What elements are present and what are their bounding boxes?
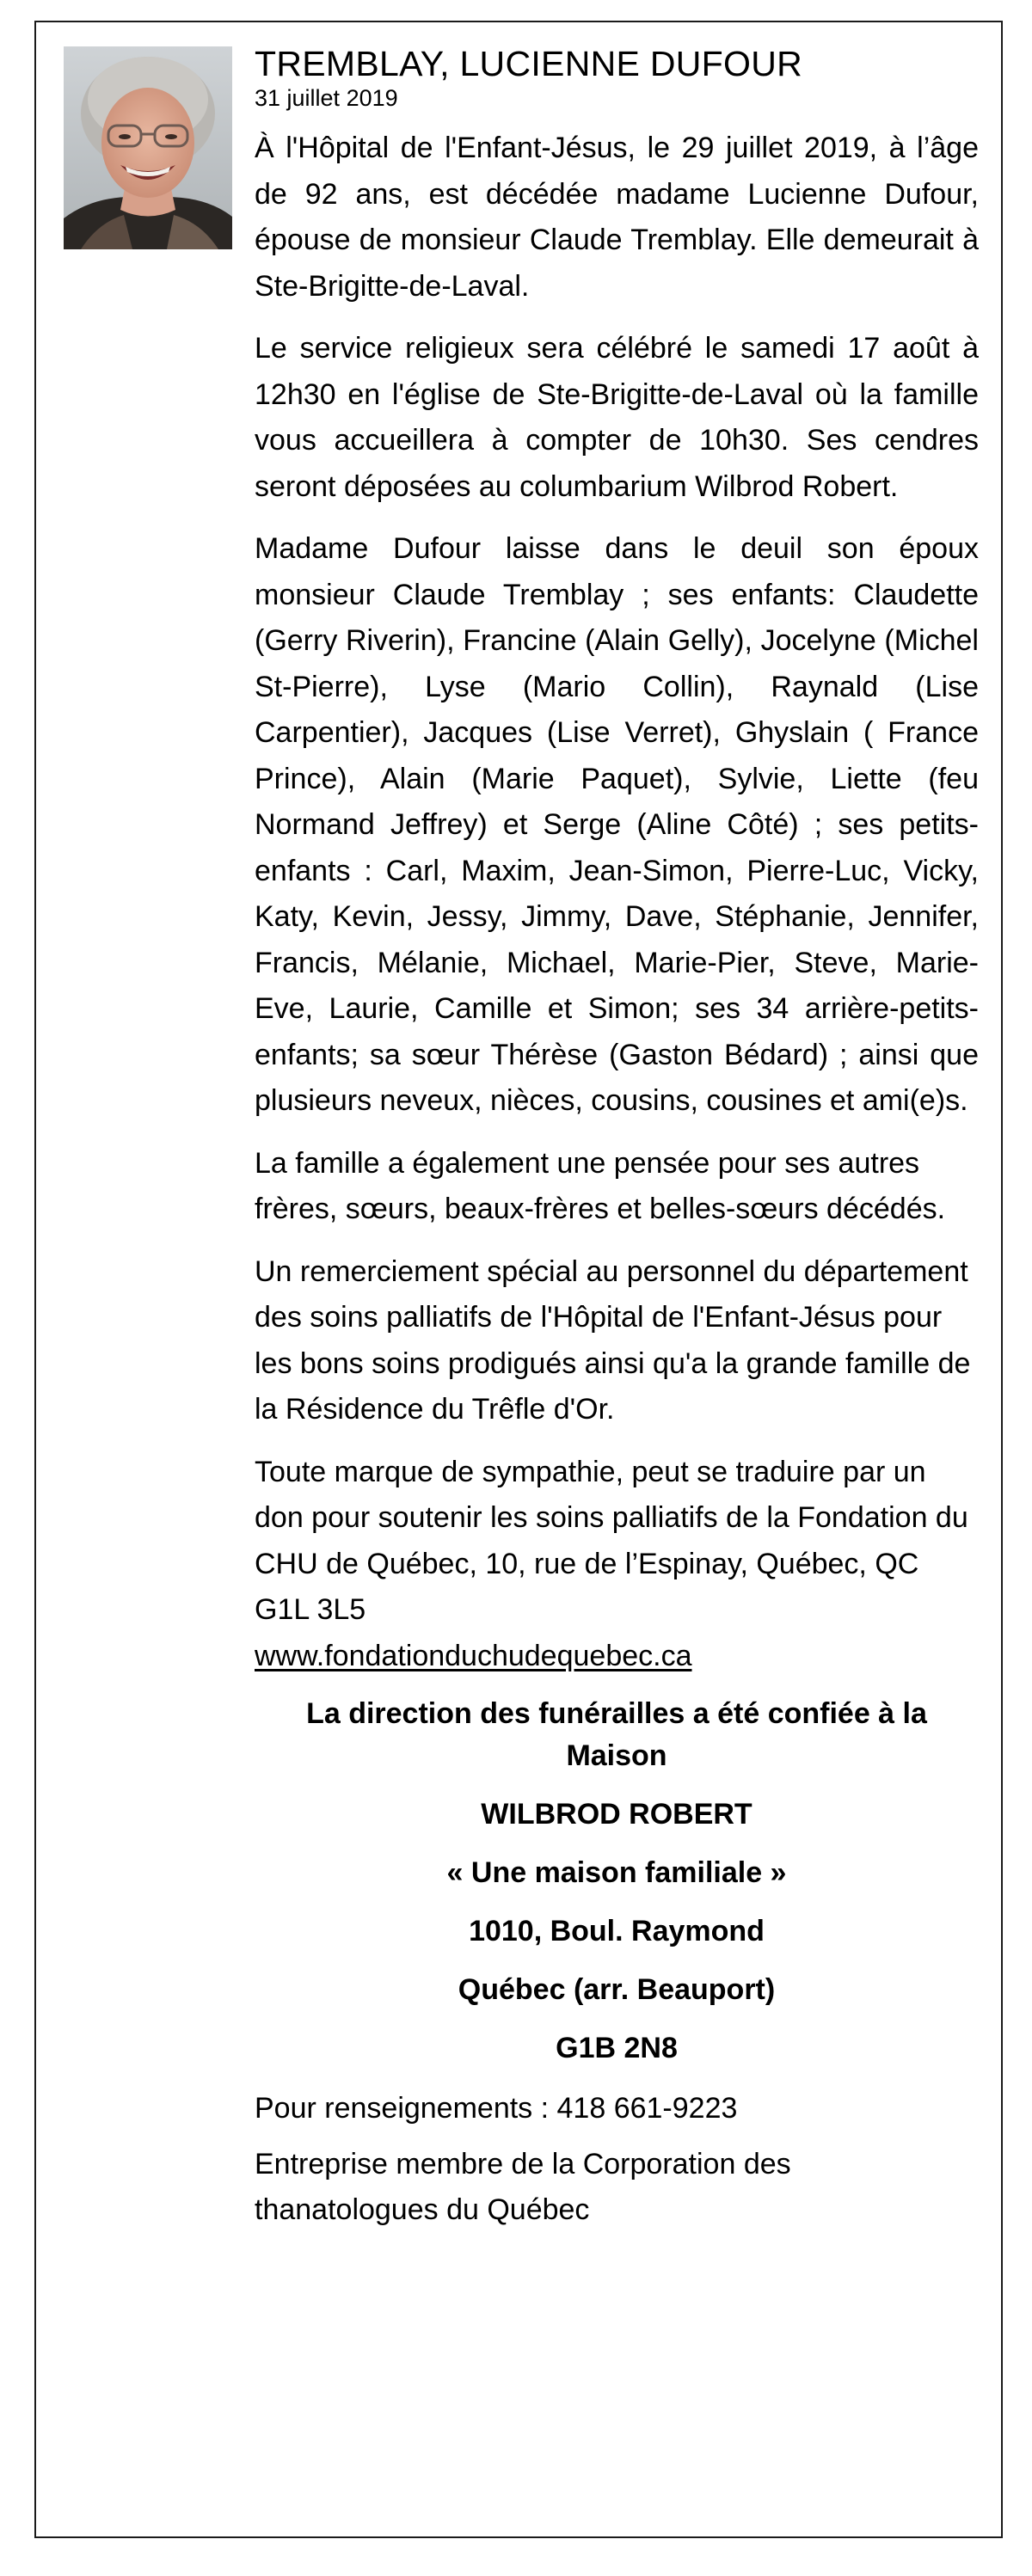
funeral-home-name: WILBROD ROBERT xyxy=(481,1798,752,1831)
paragraph-service: Le service religieux sera célébré le samedi 17 août à 12h30 en l'église de Ste-Brigitte-de-Laval où la famille vous accueillera à compter de 10h30. Ses cendres seront déposées au columbarium Wilbrod Robert. xyxy=(255,332,979,503)
publication-date: 31 juillet 2019 xyxy=(255,85,398,111)
portrait-photo xyxy=(64,46,232,249)
contact-info: Pour renseignements : 418 661-9223 xyxy=(255,2092,738,2125)
paragraph-thanks: Un remerciement spécial au personnel du département des soins palliatifs de l'Hôpital de l'Enfant-Jésus pour les bons soins prodigués ainsi qu'a la grande famille de la Résidence du Trêfle d'Or. xyxy=(255,1254,971,1426)
funeral-home-address: 1010, Boul. Raymond xyxy=(469,1915,765,1947)
deceased-name: TREMBLAY, LUCIENNE DUFOUR xyxy=(255,44,803,83)
paragraph-remembrance: La famille a également une pensée pour ses autres frères, sœurs, beaux-frères et belles-sœurs décédés. xyxy=(255,1146,946,1225)
funeral-home-slogan: « Une maison familiale » xyxy=(446,1856,787,1889)
obituary-content xyxy=(255,43,979,2243)
paragraph-death-announcement: À l'Hôpital de l'Enfant-Jésus, le 29 juillet 2019, à l’âge de 92 ans, est décédée madame Lucienne Dufour, épouse de monsieur Claude Tremblay. Elle demeurait à Ste-Brigitte-de-Laval. xyxy=(255,132,979,303)
paragraph-family: Madame Dufour laisse dans le deuil son époux monsieur Claude Tremblay ; ses enfants: Claudette (Gerry Riverin), Francine (Alain Gelly), Jocelyne (Michel St-Pierre), Lyse (Mario Collin), Raynald (Lise Carpentier), Jacques (Lise Verret), Ghyslain ( France Prince), Alain (Marie Paquet), Sylvie, Liette (feu Normand Jeffrey) et Serge (Aline Côté) ; ses petits-enfants : Carl, Maxim, Jean-Simon, Pierre-Luc, Vicky, Katy, Kevin, Jessy, Jimmy, Dave, Stéphanie, Jennifer, Francis, Mélanie, Michael, Marie-Pier, Steve, Marie-Eve, Laurie, Camille et Simon; ses 34 arrière-petits-enfants; sa sœur Thérèse (Gaston Bédard) ; ainsi que plusieurs neveux, nièces, cousins, cousines et ami(e)s. xyxy=(255,532,979,1117)
funeral-home-block xyxy=(255,1693,979,2070)
funeral-home-postal-code: G1B 2N8 xyxy=(556,2032,678,2064)
obituary-card xyxy=(34,21,1003,2538)
donation-link[interactable]: www.fondationduchudequebec.ca xyxy=(255,1639,692,1672)
funeral-intro: La direction des funérailles a été confiée à la Maison xyxy=(306,1697,927,1772)
membership-info: Entreprise membre de la Corporation des thanatologues du Québec xyxy=(255,2148,791,2226)
funeral-home-city: Québec (arr. Beauport) xyxy=(458,1973,776,2006)
paragraph-donation xyxy=(255,1450,979,1680)
donation-text: Toute marque de sympathie, peut se traduire par un don pour soutenir les soins palliatifs de la Fondation du CHU de Québec, 10, rue de l’Espinay, Québec, QC G1L 3L5 xyxy=(255,1455,968,1626)
